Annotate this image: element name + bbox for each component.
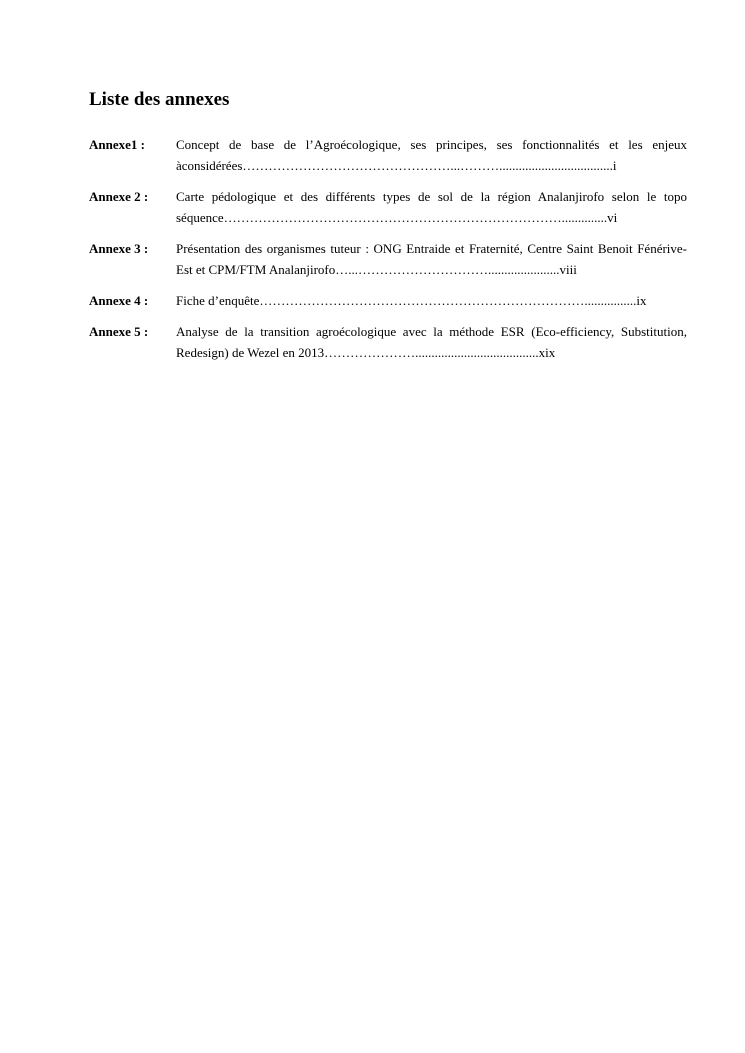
annex-entry-3	[89, 238, 687, 280]
annex-entry-5	[89, 321, 687, 363]
annex-entry-2	[89, 186, 687, 228]
page-title: Liste des annexes	[89, 89, 230, 110]
annex-description: Fiche d’enquête…………………………………………………………………................ix	[176, 293, 647, 308]
annex-label: Annexe 5 :	[89, 324, 149, 339]
annex-label: Annexe 2 :	[89, 189, 149, 204]
annex-entry-4	[89, 290, 687, 311]
annex-list	[89, 134, 687, 373]
annex-description: Concept de base de l’Agroécologique, ses principes, ses fonctionnalités et les enjeux àconsidérées…………………………………………...………...................................i	[176, 137, 687, 173]
annex-entry-1	[89, 134, 687, 176]
annex-label: Annexe1 :	[89, 137, 145, 152]
annex-description: Carte pédologique et des différents types de sol de la région Analanjirofo selon le topo séquence……………………………………………………………………..............vi	[176, 189, 687, 225]
annex-label: Annexe 3 :	[89, 241, 149, 256]
annex-label: Annexe 4 :	[89, 293, 149, 308]
annex-description: Analyse de la transition agroécologique avec la méthode ESR (Eco-efficiency, Substitution, Redesign) de Wezel en 2013…………………......................................xix	[176, 324, 687, 360]
annex-description: Présentation des organismes tuteur : ONG Entraide et Fraternité, Centre Saint Benoit Fénérive-Est et CPM/FTM Analanjirofo…...…………………………......................viii	[176, 241, 687, 277]
